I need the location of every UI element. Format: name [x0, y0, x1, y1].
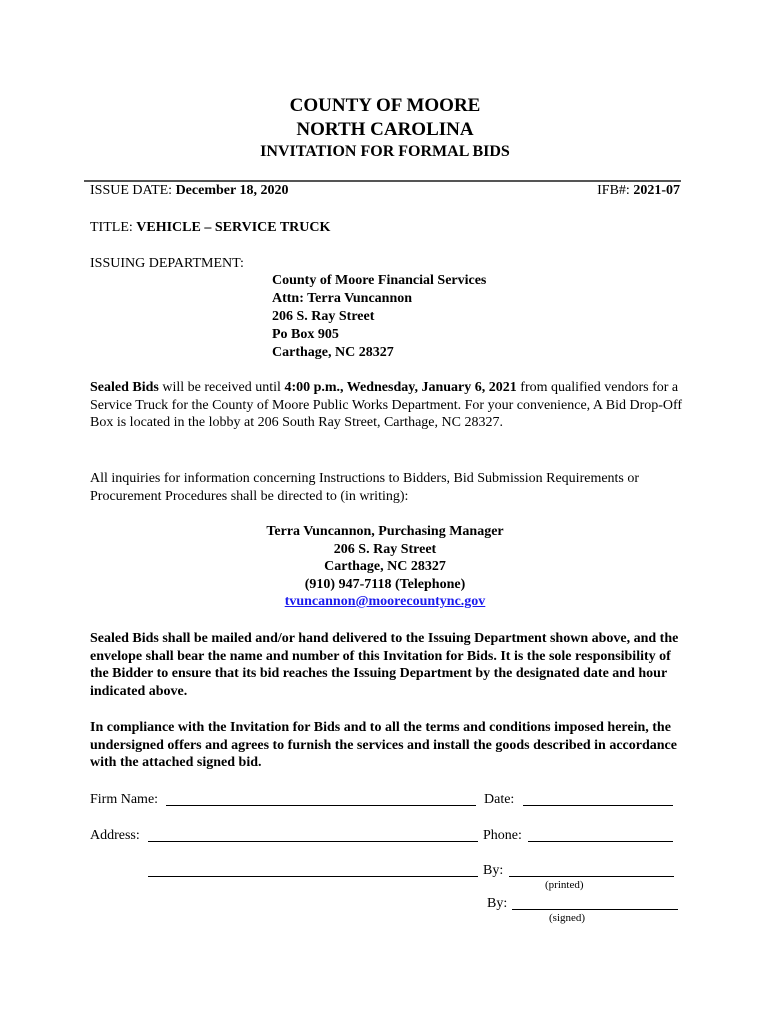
contact-street: 206 S. Ray Street: [333, 541, 437, 557]
contact-block: [0, 523, 770, 611]
phone-label: Phone:: [483, 828, 522, 843]
address-line-2-field[interactable]: [148, 876, 478, 877]
department-city: Carthage, NC 28327: [272, 345, 394, 360]
county-name: COUNTY OF MOORE: [289, 95, 481, 116]
signed-note: (signed): [549, 912, 586, 924]
contact-name: Terra Vuncannon, Purchasing Manager: [266, 524, 504, 539]
printed-name-field[interactable]: [509, 876, 674, 877]
inquiries-paragraph: All inquiries for information concerning Instructions to Bidders, Bid Submission Requirements or Procurement Procedures shall be directed to (in writing):: [90, 471, 640, 504]
department-attn: Attn: Terra Vuncannon: [272, 291, 413, 306]
printed-note: (printed): [545, 879, 584, 891]
sealed-bids-paragraph: [90, 379, 690, 432]
delivery-paragraph: Sealed Bids shall be mailed and/or hand delivered to the Issuing Department shown above, and the envelope shall bear the name and number of this Invitation for Bids. It is the sole responsibility of the Bidder to ensure that its bid reaches the Issuing Department by the designated date and hour indicated above.: [90, 631, 679, 699]
ifb-value: 2021-07: [633, 183, 680, 198]
address-label: Address:: [90, 828, 140, 843]
address-field[interactable]: [148, 841, 478, 842]
by-printed-label: By:: [483, 863, 504, 878]
sealed-bids-text-1: will be received until: [158, 380, 285, 395]
firm-name-label: Firm Name:: [90, 792, 159, 807]
date-label: Date:: [484, 792, 515, 807]
issuing-department-label: ISSUING DEPARTMENT:: [90, 256, 244, 271]
issue-date-value: December 18, 2020: [175, 183, 289, 198]
firm-name-field[interactable]: [166, 805, 476, 806]
title-label: TITLE:: [90, 220, 133, 235]
contact-phone: (910) 947-7118 (Telephone): [304, 576, 466, 592]
compliance-paragraph: In compliance with the Invitation for Bids and to all the terms and conditions imposed herein, the undersigned offers and agrees to furnish the services and install the goods described in accordance with the attached signed bid.: [90, 720, 677, 770]
sealed-bids-lead: Sealed Bids: [90, 380, 159, 395]
bid-deadline: 4:00 p.m., Wednesday, January 6, 2021: [284, 380, 517, 395]
sealed-bids-text-2: from qualified vendors for a Service Truck for the County of Moore Public Works Department. For your convenience, A Bid Drop-Off Box is located in the lobby at 206 South Ray Street, Carthage, NC 28327.: [90, 380, 683, 430]
title-row: [90, 219, 330, 237]
ifb-number-row: [597, 182, 680, 200]
phone-field[interactable]: [528, 841, 673, 842]
title-value: VEHICLE – SERVICE TRUCK: [136, 220, 331, 235]
date-field[interactable]: [523, 805, 673, 806]
department-po-box: Po Box 905: [272, 327, 339, 342]
issue-date-label: ISSUE DATE:: [90, 183, 173, 198]
contact-city: Carthage, NC 28327: [324, 559, 446, 574]
contact-email-link[interactable]: tvuncannon@moorecountync.gov: [284, 594, 486, 609]
issue-date-row: [90, 182, 288, 200]
ifb-label: IFB#:: [597, 183, 630, 198]
document-title: INVITATION FOR FORMAL BIDS: [260, 143, 510, 160]
department-street: 206 S. Ray Street: [272, 309, 375, 324]
signature-field[interactable]: [512, 909, 678, 910]
issuing-department-address: [272, 272, 486, 362]
department-name: County of Moore Financial Services: [272, 273, 487, 288]
by-signed-label: By:: [487, 896, 508, 911]
state-name: NORTH CAROLINA: [296, 119, 474, 140]
